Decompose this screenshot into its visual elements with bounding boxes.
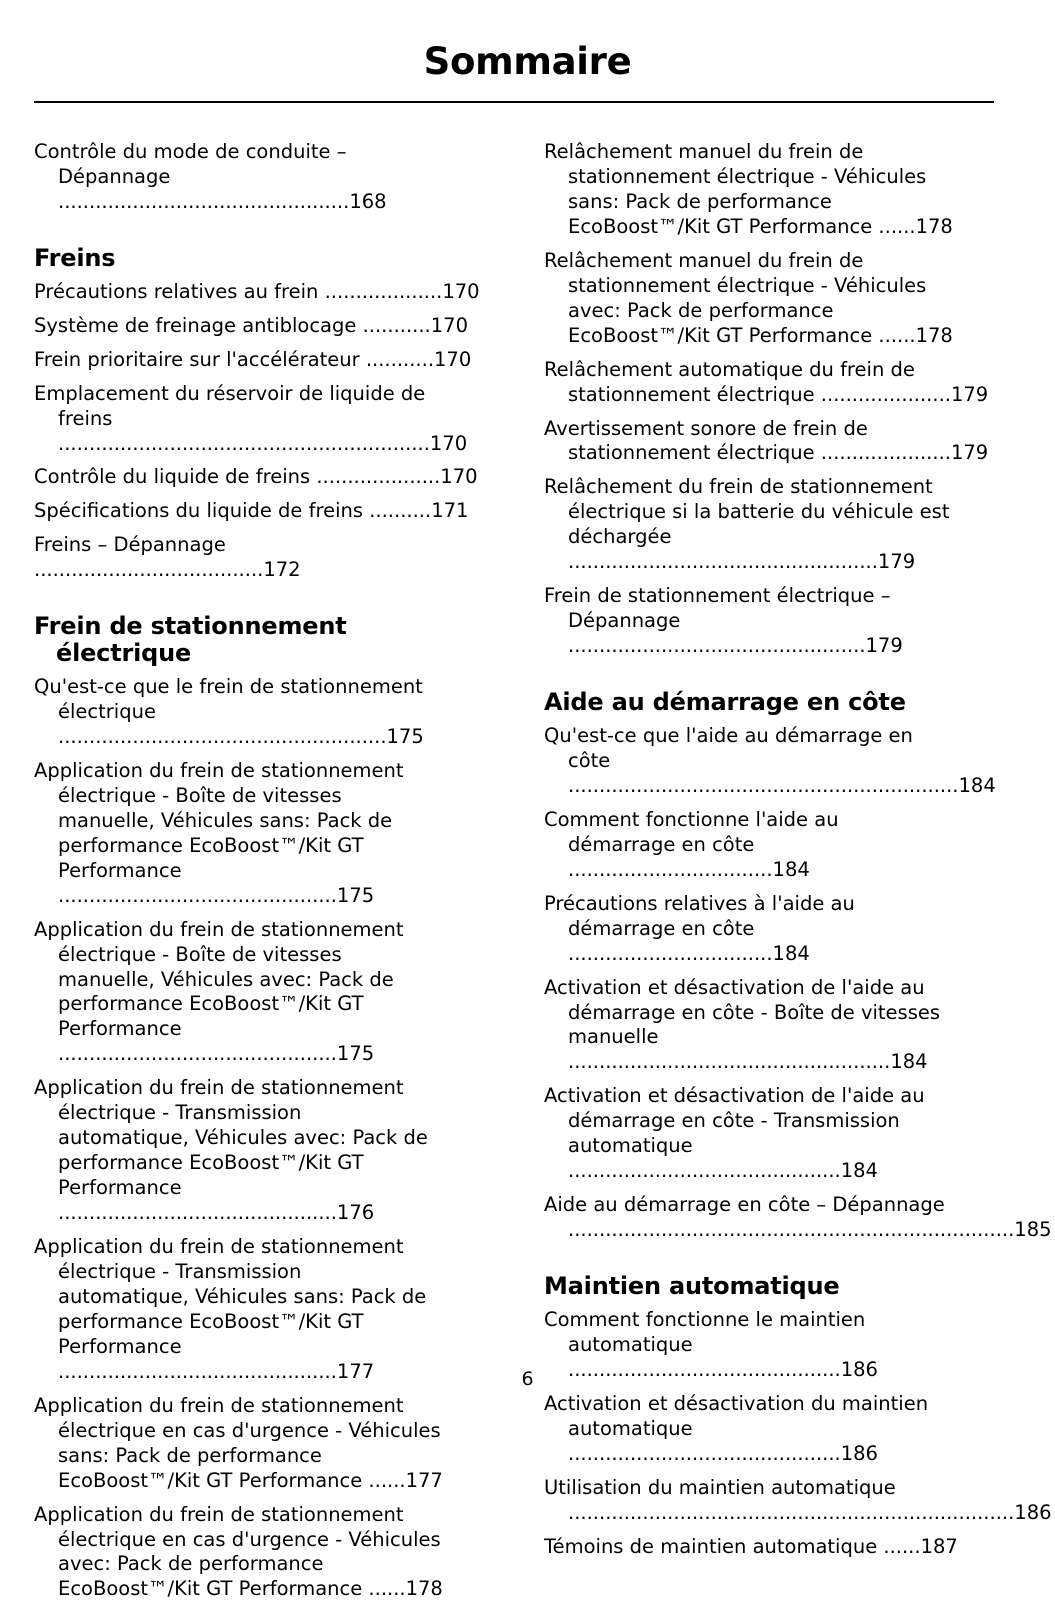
toc-entry-cont: ........................................................................185 (568, 1218, 1052, 1242)
toc-entry-cont: freins ............................................................170 (58, 406, 468, 455)
section-heading (34, 613, 484, 667)
toc-entry-cont: Dépannage ...............................................168 (58, 164, 387, 213)
toc-entry-line: Relâchement automatique du frein de (544, 357, 915, 381)
toc-entry-line: Activation et désactivation de l'aide au (544, 975, 925, 999)
page-number: 6 (521, 1368, 534, 1390)
toc-entry-cont: électrique .....................................................175 (58, 699, 424, 748)
toc-entry-line: Activation et désactivation du maintien (544, 1391, 929, 1415)
toc-entry-line: Utilisation du maintien automatique (544, 1475, 896, 1499)
toc-entry[interactable] (544, 1475, 1052, 1526)
toc-entry-line: Application du frein de stationnement (34, 1393, 404, 1417)
toc-entry-cont: avec: Pack de performance (58, 1552, 324, 1576)
toc-entry[interactable] (34, 533, 484, 583)
toc-entry-cont: performance EcoBoost™/Kit GT (58, 1309, 364, 1333)
toc-right-column (544, 140, 1052, 1611)
toc-entry-line: Système de freinage antiblocage ...........170 (34, 313, 468, 337)
toc-entry-line: Application du frein de stationnement (34, 758, 404, 782)
toc-entry[interactable] (34, 1503, 484, 1603)
toc-entry-cont: électrique - Boîte de vitesses (58, 942, 342, 966)
toc-entry-cont: manuelle, Véhicules avec: Pack de (58, 967, 394, 991)
toc-entry-cont: démarrage en côte .................................184 (568, 916, 810, 965)
toc-entry-cont: démarrage en côte - Transmission (568, 1109, 900, 1133)
toc-entry-cont: Performance .............................................177 (58, 1334, 375, 1383)
toc-entry[interactable] (544, 358, 994, 408)
toc-entry-cont: déchargée ..................................................179 (568, 525, 916, 574)
toc-entry-line: Qu'est-ce que le frein de stationnement (34, 675, 423, 699)
section-heading-text: Maintien automatique (544, 1272, 840, 1301)
toc-entry[interactable] (544, 1392, 994, 1467)
toc-entry-cont: électrique en cas d'urgence - Véhicules (58, 1418, 441, 1442)
toc-entry[interactable] (34, 675, 484, 750)
toc-left-column (34, 140, 484, 1611)
toc-entry-line: Comment fonctionne le maintien (544, 1307, 866, 1331)
toc-entry[interactable] (544, 140, 994, 240)
toc-entry[interactable] (34, 140, 484, 215)
toc-entry[interactable] (34, 382, 484, 457)
toc-entry-cont: Dépannage ................................................179 (568, 609, 903, 658)
toc-entry[interactable] (34, 1076, 484, 1226)
toc-entry-line: Relâchement manuel du frein de (544, 248, 864, 272)
toc-entry-cont: automatique ............................................186 (568, 1416, 878, 1465)
toc-entry-cont: manuelle ....................................................184 (568, 1025, 928, 1074)
toc-entry-cont: performance EcoBoost™/Kit GT (58, 833, 364, 857)
toc-entry[interactable] (544, 584, 994, 659)
toc-entry-cont: avec: Pack de performance (568, 298, 834, 322)
toc-entry-line: Application du frein de stationnement (34, 917, 404, 941)
title-divider (34, 101, 994, 103)
toc-entry[interactable] (34, 918, 484, 1068)
toc-entry-cont: automatique, Véhicules avec: Pack de (58, 1126, 428, 1150)
toc-entry[interactable] (544, 1084, 994, 1184)
section-heading-text: Frein de stationnement (34, 612, 347, 641)
section-heading (34, 245, 484, 272)
toc-entry-cont: manuelle, Véhicules sans: Pack de (58, 808, 393, 832)
toc-entry-line: Aide au démarrage en côte – Dépannage (544, 1193, 945, 1217)
toc-entry[interactable] (34, 1235, 484, 1385)
toc-entry[interactable] (34, 499, 484, 524)
toc-entry-cont: électrique en cas d'urgence - Véhicules (58, 1527, 441, 1551)
toc-entry-cont: démarrage en côte .................................184 (568, 832, 810, 881)
toc-entry-cont: sans: Pack de performance (58, 1443, 322, 1467)
toc-entry-line: Témoins de maintien automatique ......187 (544, 1534, 958, 1558)
toc-entry[interactable] (544, 724, 994, 799)
toc-entry[interactable] (34, 1394, 484, 1494)
toc-entry-cont: EcoBoost™/Kit GT Performance ......177 (58, 1468, 443, 1492)
toc-entry-line: Contrôle du liquide de freins ....................170 (34, 465, 478, 489)
toc-entry-line: Comment fonctionne l'aide au (544, 807, 839, 831)
toc-entry[interactable] (544, 976, 994, 1076)
toc-entry-line: Frein prioritaire sur l'accélérateur ...........170 (34, 347, 472, 371)
toc-entry-cont: électrique si la batterie du véhicule est (568, 500, 950, 524)
toc-entry-cont: électrique - Transmission (58, 1259, 302, 1283)
toc-entry[interactable] (544, 417, 994, 467)
toc-entry-cont: Performance .............................................176 (58, 1176, 375, 1225)
section-heading-text: Freins (34, 243, 116, 272)
toc-entry[interactable] (544, 808, 994, 883)
toc-entry[interactable] (544, 892, 994, 967)
toc-entry-cont: automatique, Véhicules sans: Pack de (58, 1284, 427, 1308)
toc-entry-cont: démarrage en côte - Boîte de vitesses (568, 1000, 941, 1024)
toc-entry-line: Application du frein de stationnement (34, 1235, 404, 1259)
toc-entry-line: Précautions relatives au frein ...................170 (34, 279, 480, 303)
toc-entry[interactable] (34, 314, 484, 339)
toc-entry-cont: stationnement électrique - Véhicules (568, 164, 927, 188)
toc-entry-line: Freins – Dépannage .....................................172 (34, 533, 301, 582)
toc-entry-cont: EcoBoost™/Kit GT Performance ......178 (568, 214, 953, 238)
toc-entry-cont: Performance .............................................175 (58, 1017, 375, 1066)
toc-entry-cont: ........................................................................186 (568, 1500, 1052, 1524)
section-heading-text: Aide au démarrage en côte (544, 688, 906, 717)
toc-entry[interactable] (544, 475, 994, 575)
toc-entry-line: Spécifications du liquide de freins ..........171 (34, 499, 469, 523)
toc-entry-line: Relâchement manuel du frein de (544, 140, 864, 163)
toc-entry-line: Relâchement du frein de stationnement (544, 475, 933, 499)
toc-entry-cont: côte ...............................................................184 (568, 748, 996, 797)
page-title: Sommaire (423, 40, 632, 83)
toc-entry-line: Précautions relatives à l'aide au (544, 891, 855, 915)
toc-entry-line: Emplacement du réservoir de liquide de (34, 381, 426, 405)
toc-entry[interactable] (34, 348, 484, 373)
toc-entry-cont: stationnement électrique .....................179 (568, 382, 989, 406)
toc-entry-cont: EcoBoost™/Kit GT Performance ......178 (568, 323, 953, 347)
toc-entry[interactable] (34, 759, 484, 909)
toc-entry-line: Frein de stationnement électrique – (544, 584, 891, 608)
toc-entry[interactable] (544, 1193, 1052, 1243)
section-heading-text-cont: électrique (56, 639, 192, 668)
toc-entry-cont: sans: Pack de performance (568, 189, 832, 213)
toc-entry-cont: électrique - Boîte de vitesses (58, 783, 342, 807)
toc-entry-line: Avertissement sonore de frein de (544, 416, 868, 440)
toc-entry-cont: électrique - Transmission (58, 1101, 302, 1125)
toc-entry-cont: automatique ............................................186 (568, 1332, 878, 1381)
toc-entry[interactable] (544, 1535, 994, 1560)
section-heading (544, 689, 994, 716)
section-heading (544, 1273, 994, 1300)
toc-entry-cont: EcoBoost™/Kit GT Performance ......178 (58, 1577, 443, 1601)
toc-entry-line: Qu'est-ce que l'aide au démarrage en (544, 723, 913, 747)
toc-entry-cont: performance EcoBoost™/Kit GT (58, 1151, 364, 1175)
toc-entry-cont: performance EcoBoost™/Kit GT (58, 992, 364, 1016)
toc-entry-cont: Performance .............................................175 (58, 858, 375, 907)
toc-entry[interactable] (34, 465, 484, 490)
toc-entry-cont: stationnement électrique - Véhicules (568, 273, 927, 297)
toc-entry-cont: automatique ............................................184 (568, 1134, 878, 1183)
toc-entry-line: Application du frein de stationnement (34, 1502, 404, 1526)
toc-entry-line: Activation et désactivation de l'aide au (544, 1084, 925, 1108)
toc-entry[interactable] (34, 280, 484, 305)
toc-entry-line: Contrôle du mode de conduite – (34, 140, 347, 163)
toc-entry-cont: stationnement électrique .....................179 (568, 441, 989, 465)
toc-entry-line: Application du frein de stationnement (34, 1076, 404, 1100)
toc-columns (34, 140, 1052, 1611)
toc-entry[interactable] (544, 249, 994, 349)
